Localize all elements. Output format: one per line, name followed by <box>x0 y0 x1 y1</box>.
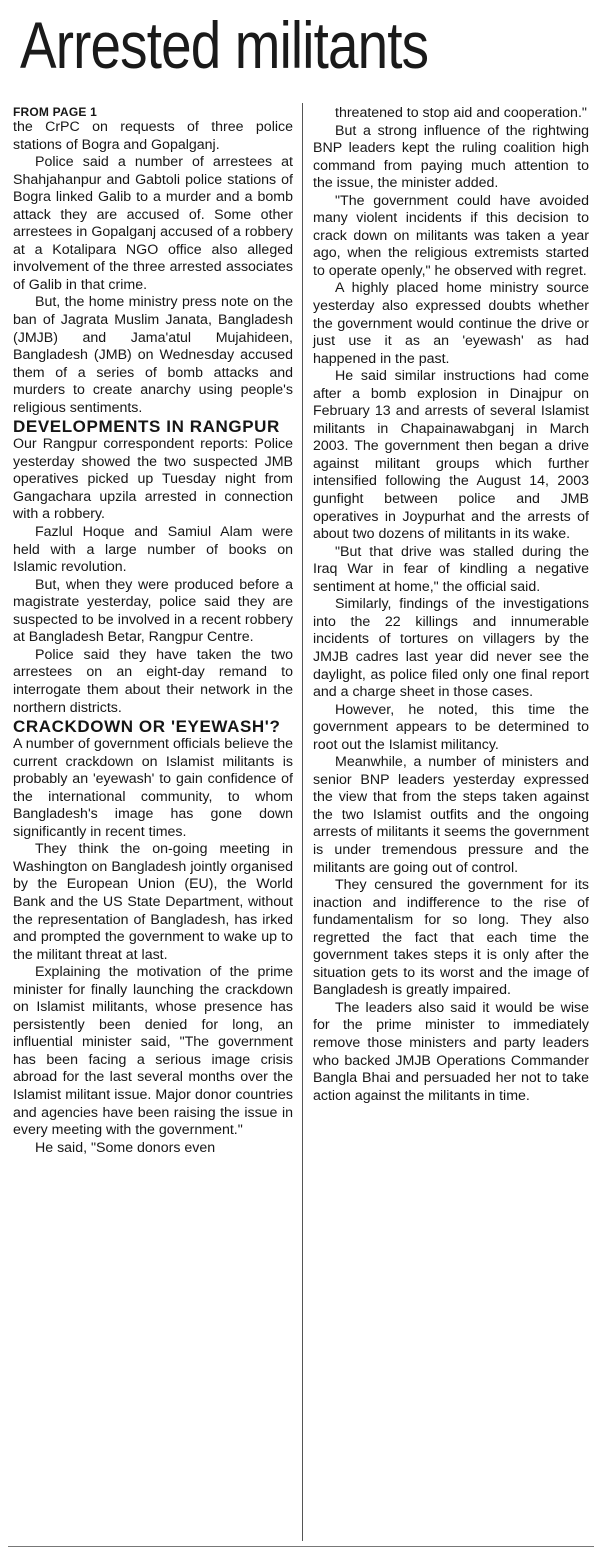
subheading-rangpur: DEVELOPMENTS IN RANGPUR <box>13 417 280 437</box>
paragraph: "The government could have avoided many violent incidents if this decision to crack down on militants was taken a year ago, when the religious extremists started to operate openly," he observed with regret. <box>313 192 589 279</box>
article-headline: Arrested militants <box>20 8 429 82</box>
subheading-crackdown: CRACKDOWN OR 'EYEWASH'? <box>13 717 281 737</box>
paragraph: But, when they were produced before a magistrate yesterday, police said they are suspected to be involved in a recent robbery at Bangladesh Betar, Rangpur Centre. <box>13 576 293 646</box>
left-column <box>13 105 293 1157</box>
paragraph: Police said a number of arrestees at Shahjahanpur and Gabtoli police stations of Bogra linked Galib to a murder and a bomb attack they are accused of. Some other arrestees in Gopalganj accused of a robbery at a Kotalipara NGO office also alleged involvement of the three arrested associates of Galib in that crime. <box>13 154 293 293</box>
bottom-rule <box>8 1546 594 1547</box>
column-divider <box>302 103 303 1541</box>
paragraph: But, the home ministry press note on the ban of Jagrata Muslim Janata, Bangladesh (JMJB) and Jama'atul Mujahideen, Bangladesh (JMB) on Wednesday accused them of a series of bomb attacks and murders to create anarchy using people's religious sentiments. <box>13 294 293 416</box>
paragraph: Our Rangpur correspondent reports: Police yesterday showed the two suspected JMB operatives picked up Tuesday night from Gangachara upzila arrested in connection with a robbery. <box>13 436 293 523</box>
paragraph: They censured the government for its inaction and indifference to the rise of fundamentalism for so long. They also regretted the fact that each time the government takes steps it is only after the situation gets to its worst and the image of Bangladesh is greatly impaired. <box>313 877 589 999</box>
paragraph: Explaining the motivation of the prime minister for finally launching the crackdown on Islamist militants, whose presence has persistently been denied for long, an influential minister said, "The government has been facing a serious image crisis abroad for the last several months over the Islamist militant issue. Major donor countries and agencies have been raising the issue in every meeting with the government." <box>13 964 293 1139</box>
paragraph: threatened to stop aid and cooperation." <box>335 105 587 121</box>
paragraph: Police said they have taken the two arrestees on an eight-day remand to interrogate them about their network in the northern districts. <box>13 646 293 716</box>
paragraph: Similarly, findings of the investigations into the 22 killings and innumerable incidents of tortures on villagers by the JMJB cadres last year did never see the daylight, as police filed only one final report and a charge sheet in those cases. <box>313 596 589 701</box>
paragraph: He said similar instructions had come after a bomb explosion in Dinajpur on February 13 and arrests of several Islamist militants in Chapainawabganj in March 2003. The government then began a drive against militant groups which further intensified following the August 14, 2003 gunfight between police and JMB operatives in Joypurhat and the arrests of about two dozens of militants in its wake. <box>313 368 589 543</box>
paragraph: However, he noted, this time the government appears to be determined to root out the Islamist militancy. <box>313 701 589 753</box>
paragraph: They think the on-going meeting in Washington on Bangladesh jointly organised by the European Union (EU), the World Bank and the US State Department, without the representation of Bangladesh, has irked and prompted the government to wake up to the militant threat at last. <box>13 841 293 963</box>
continuation-kicker: FROM PAGE 1 <box>13 105 97 119</box>
paragraph: Fazlul Hoque and Samiul Alam were held with a large number of books on Islamic revolution. <box>13 524 293 576</box>
paragraph: But a strong influence of the rightwing BNP leaders kept the ruling coalition high command from paying much attention to the issue, the minister added. <box>313 122 589 192</box>
paragraph: "But that drive was stalled during the Iraq War in fear of kindling a negative sentiment at home," the official said. <box>313 543 589 595</box>
paragraph: the CrPC on requests of three police stations of Bogra and Gopalganj. <box>13 119 293 153</box>
paragraph: The leaders also said it would be wise for the prime minister to immediately remove those ministers and party leaders who backed JMJB Operations Commander Bangla Bhai and persuaded her not to take action against the militants in time. <box>313 999 589 1104</box>
paragraph: A number of government officials believe the current crackdown on Islamist militants is probably an 'eyewash' to gain confidence of the international community, to whom Bangladesh's image has gone down significantly in recent times. <box>13 736 293 840</box>
paragraph: He said, "Some donors even <box>35 1139 216 1156</box>
paragraph: A highly placed home ministry source yesterday also expressed doubts whether the government would continue the drive or just use it as an 'eyewash' as had happened in the past. <box>313 280 589 367</box>
paragraph: Meanwhile, a number of ministers and senior BNP leaders yesterday expressed the view that from the steps taken against the two Islamist outfits and the ongoing arrests of militants it seems the government is under tremendous pressure and the militants are going out of control. <box>313 754 589 876</box>
right-column <box>313 105 589 1105</box>
